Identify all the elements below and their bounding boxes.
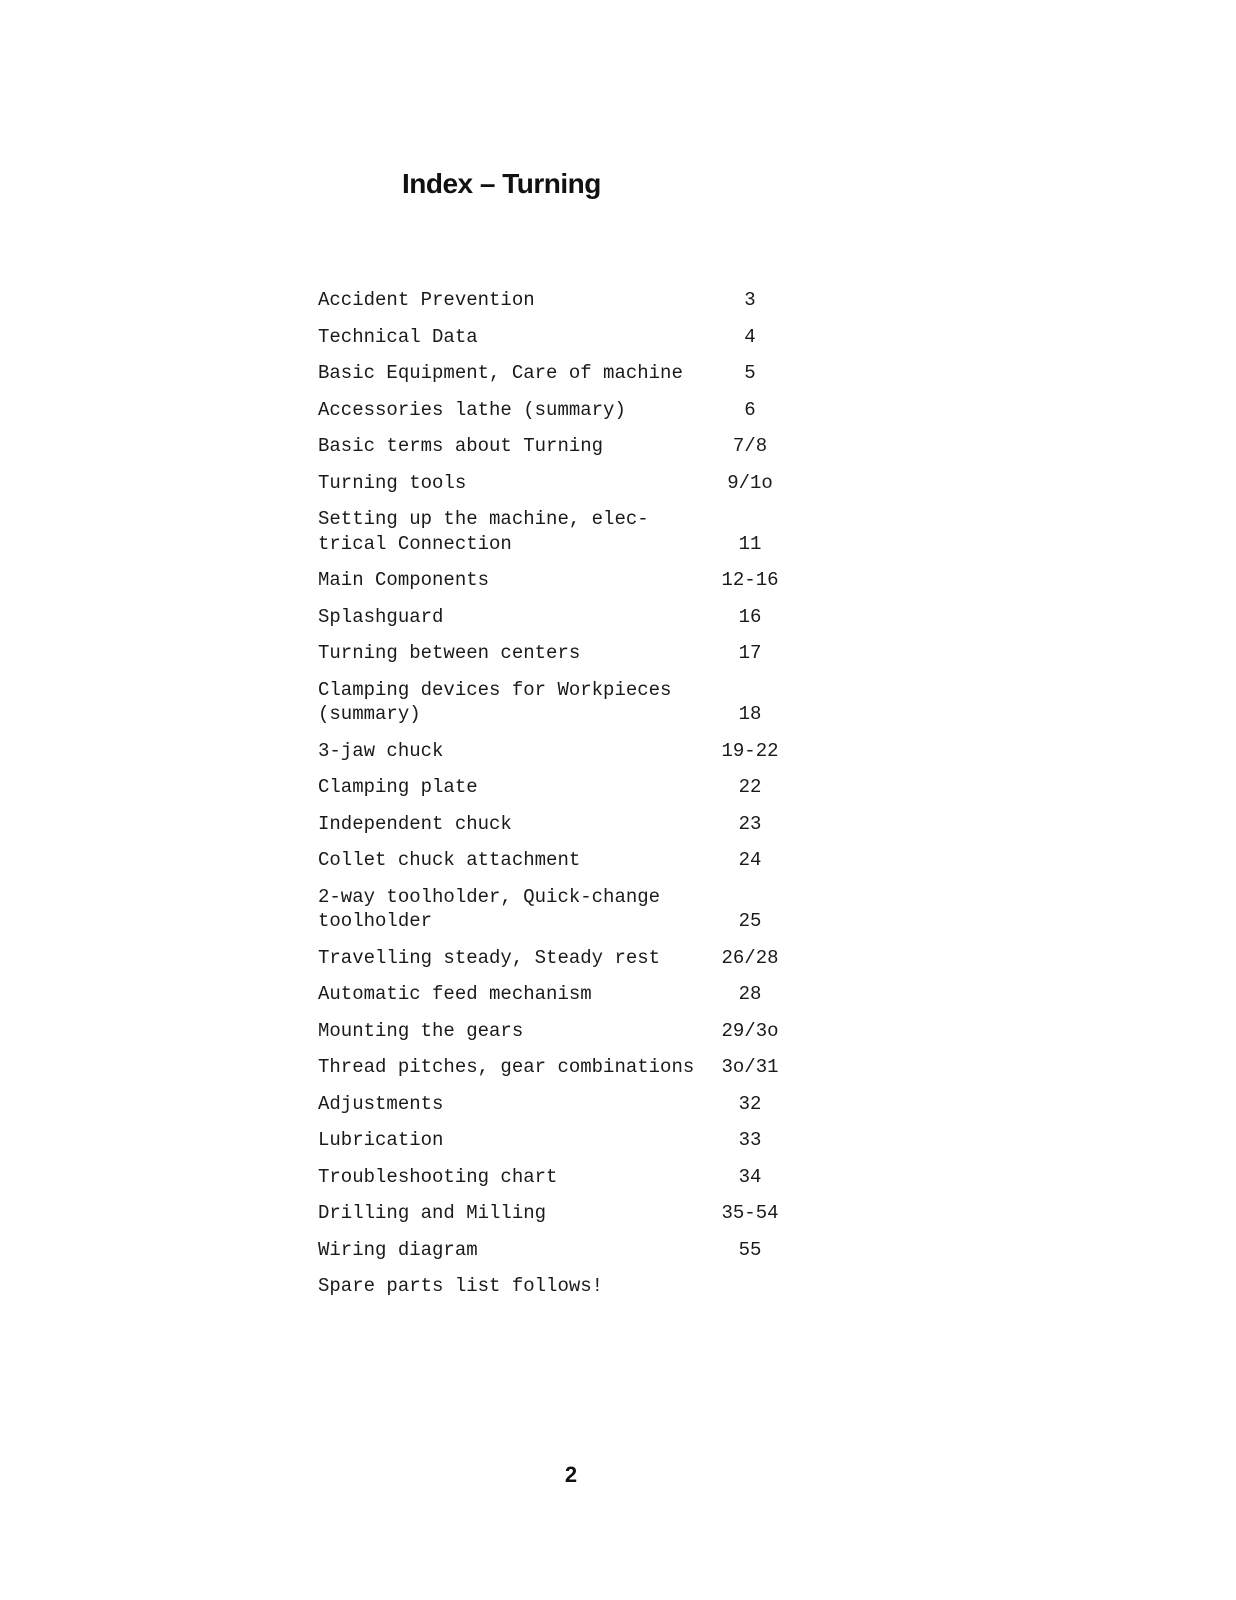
toc-entry-title: Adjustments — [318, 1092, 444, 1115]
toc-entry-page: 25 — [738, 910, 762, 932]
table-of-contents — [318, 288, 818, 1311]
toc-entry-title: Basic Equipment, Care of machine — [318, 362, 683, 384]
toc-entry-title: Wiring diagram — [318, 1238, 478, 1261]
toc-entry-title: Independent chuck — [318, 812, 512, 835]
toc-entry-page: 12-16 — [721, 569, 779, 591]
toc-entry-page: 33 — [738, 1129, 762, 1151]
toc-entry-page: 3o/31 — [721, 1056, 779, 1078]
toc-entry — [318, 1128, 818, 1153]
toc-entry — [318, 946, 818, 971]
toc-entry-title: Main Components — [318, 569, 490, 591]
toc-entry-page: 29/3o — [721, 1019, 779, 1042]
toc-entry-page: 24 — [738, 849, 762, 871]
toc-entry-page: 23 — [738, 812, 762, 835]
page-title: Index – Turning — [402, 168, 601, 199]
toc-entry-title: Lubrication — [318, 1129, 444, 1151]
toc-entry-page: 28 — [738, 983, 762, 1005]
toc-entry-page: 5 — [744, 362, 756, 384]
toc-entry-title: Clamping devices for Workpieces (summary) — [318, 678, 672, 725]
toc-entry-title: Drilling and Milling — [318, 1202, 547, 1224]
toc-entry — [318, 1201, 818, 1226]
toc-entry-page: 11 — [738, 532, 762, 555]
toc-entry-page: 6 — [744, 398, 756, 421]
toc-entry — [318, 605, 818, 630]
toc-entry — [318, 1055, 818, 1080]
toc-entry-page: 16 — [738, 605, 762, 628]
toc-entry-title: Accident Prevention — [318, 289, 535, 311]
toc-entry — [318, 398, 818, 423]
toc-entry — [318, 1092, 818, 1117]
toc-entry — [318, 739, 818, 764]
toc-entry-title: Automatic feed mechanism — [318, 983, 592, 1005]
toc-entry — [318, 1165, 818, 1190]
toc-entry — [318, 471, 818, 496]
toc-entry-page: 17 — [738, 642, 762, 664]
toc-entry-title: Turning tools — [318, 471, 467, 494]
toc-entry — [318, 325, 818, 350]
toc-entry-title: Technical Data — [318, 325, 478, 348]
toc-entry-title: Troubleshooting chart — [318, 1165, 558, 1188]
toc-entry — [318, 361, 818, 386]
toc-entry-title: 3-jaw chuck — [318, 739, 444, 762]
toc-entry-title: Clamping plate — [318, 776, 478, 798]
toc-entry-page: 18 — [738, 703, 762, 725]
toc-entry — [318, 982, 818, 1007]
toc-entry — [318, 1238, 818, 1263]
toc-entry — [318, 1019, 818, 1044]
toc-entry-page: 4 — [744, 325, 756, 348]
toc-entry-page: 35-54 — [721, 1202, 779, 1224]
toc-entry-title: Splashguard — [318, 605, 444, 628]
toc-entry-title: Mounting the gears — [318, 1019, 524, 1042]
toc-entry — [318, 641, 818, 666]
toc-entry-title: Turning between centers — [318, 642, 581, 664]
toc-entry — [318, 1274, 818, 1299]
toc-entry — [318, 775, 818, 800]
toc-entry-page: 19-22 — [721, 739, 779, 762]
toc-entry — [318, 288, 818, 313]
toc-entry-page: 3 — [744, 289, 756, 311]
toc-entry — [318, 885, 818, 934]
toc-entry — [318, 848, 818, 873]
toc-entry — [318, 507, 818, 556]
toc-entry-title: 2-way toolholder, Quick-change toolholder — [318, 885, 661, 932]
toc-entry — [318, 434, 818, 459]
toc-entry-page: 9/1o — [727, 471, 773, 494]
toc-entry-title: Travelling steady, Steady rest — [318, 946, 661, 969]
toc-entry — [318, 568, 818, 593]
toc-entry-page: 32 — [738, 1092, 762, 1115]
toc-entry-page: 34 — [738, 1165, 762, 1188]
toc-entry-title: Setting up the machine, elec- trical Connection — [318, 508, 649, 555]
toc-entry-title: Collet chuck attachment — [318, 849, 581, 871]
toc-entry-page: 7/8 — [732, 435, 768, 457]
toc-entry-page: 55 — [738, 1238, 762, 1261]
toc-entry-page: 22 — [738, 776, 762, 798]
toc-entry — [318, 678, 818, 727]
toc-entry-title: Basic terms about Turning — [318, 435, 604, 457]
toc-entry — [318, 812, 818, 837]
toc-entry-title: Spare parts list follows! — [318, 1275, 604, 1297]
toc-entry-page: 26/28 — [721, 946, 779, 969]
page-number: 2 — [564, 1462, 578, 1487]
toc-entry-title: Thread pitches, gear combinations — [318, 1056, 695, 1078]
toc-entry-title: Accessories lathe (summary) — [318, 398, 626, 421]
